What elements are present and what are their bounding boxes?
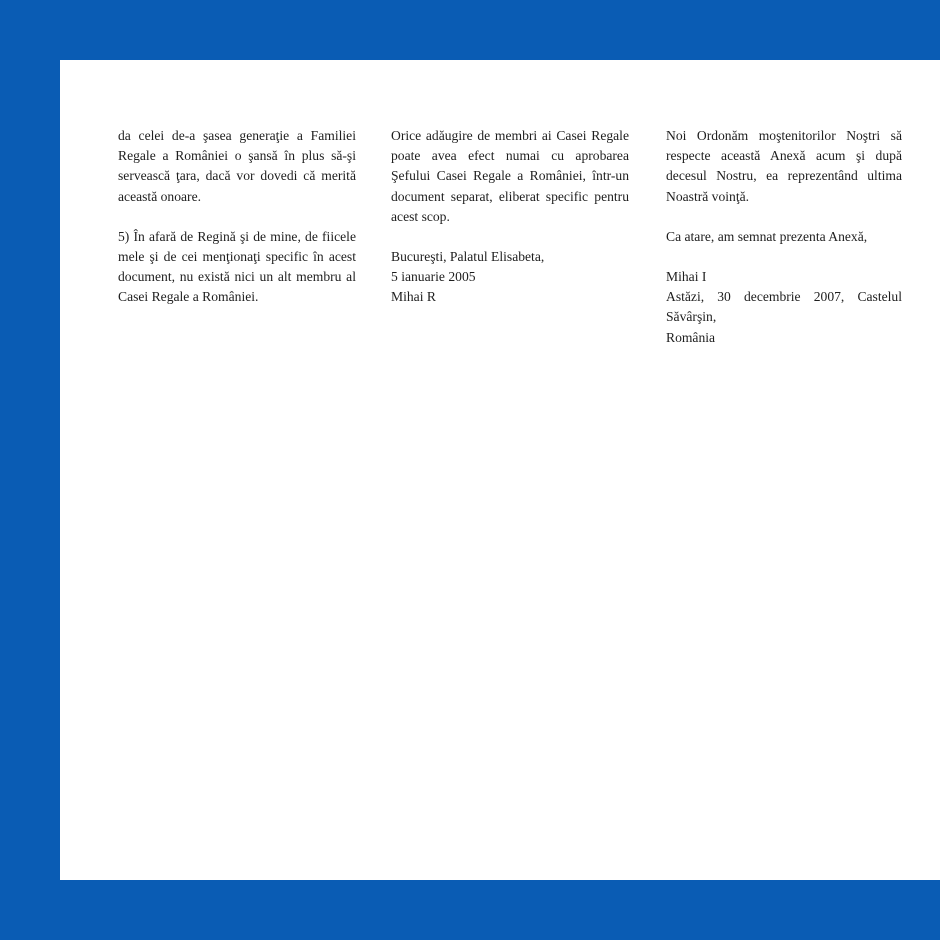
country-line: România xyxy=(666,329,716,345)
paragraph-article-5: 5) În afară de Regină şi de mine, de fiicele mele şi de cei menţionaţi specific în acest document, nu există nici un alt membru al Casei Regale a României. xyxy=(118,228,356,305)
paragraph: Orice adăugire de membri ai Casei Regale poate avea efect numai cu aprobarea Şefului Casei Regale a României, într-un document separat, eliberat specific pentru acest scop. xyxy=(391,128,629,224)
text-column-3 xyxy=(666,126,902,348)
closing-line: Ca atare, am semnat prezenta Anexă, xyxy=(666,228,868,244)
date-place-line: Astăzi, 30 decembrie 2007, Castelul Săvârşin, xyxy=(666,289,902,325)
paragraph: da celei de-a şasea generaţie a Familiei Regale a României o şansă în plus să-şi servească ţara, dacă vor dovedi că merită această onoare. xyxy=(118,128,356,204)
signature-line: Mihai I xyxy=(666,269,707,285)
place-line: Bucureşti, Palatul Elisabeta, xyxy=(391,249,545,265)
text-column-2 xyxy=(391,126,629,308)
text-column-1 xyxy=(118,126,356,308)
paragraph: Noi Ordonăm moştenitorilor Noştri să respecte această Anexă acum şi după decesul Nostru, ea reprezentând ultima Noastră voinţă. xyxy=(666,128,902,204)
date-line: 5 ianuarie 2005 xyxy=(391,269,476,285)
signature-line: Mihai R xyxy=(391,289,436,305)
document-page xyxy=(60,60,940,880)
